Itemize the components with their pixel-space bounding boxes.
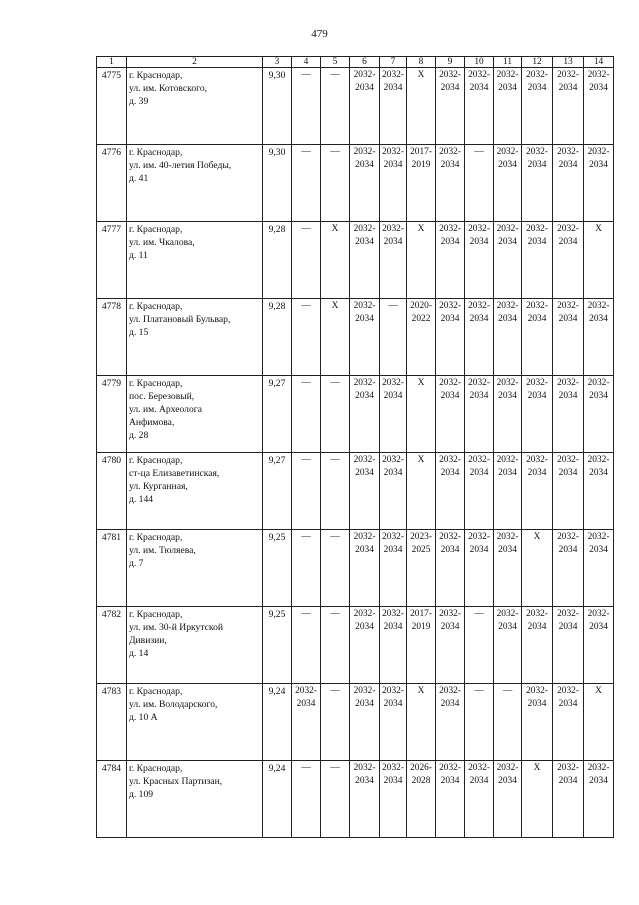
period-cell: 2032- 2034: [553, 761, 584, 838]
period-cell: 2032- 2034: [292, 684, 321, 761]
period-cell: 2032- 2034: [465, 376, 494, 453]
column-header: 10: [465, 57, 494, 68]
table-row: [97, 376, 614, 453]
address-cell: г. Краснодар, ул. им. 40-летия Победы, д. 41: [127, 145, 263, 222]
period-cell: 2032- 2034: [350, 684, 380, 761]
period-cell: 2032- 2034: [380, 607, 407, 684]
value-cell: 9,24: [263, 761, 292, 838]
period-cell: 2032- 2034: [553, 299, 584, 376]
period-cell: 2032- 2034: [465, 222, 494, 299]
period-cell: 2032- 2034: [494, 376, 522, 453]
period-cell: 2032- 2034: [494, 761, 522, 838]
period-cell: 2032- 2034: [350, 299, 380, 376]
period-cell: 2017- 2019: [407, 145, 436, 222]
row-number: 4775: [97, 68, 127, 145]
row-number: 4782: [97, 607, 127, 684]
period-cell: —: [321, 607, 350, 684]
period-cell: 2032- 2034: [494, 453, 522, 530]
table-row: [97, 761, 614, 838]
value-cell: 9,24: [263, 684, 292, 761]
period-cell: 2032- 2034: [553, 222, 584, 299]
period-cell: —: [465, 607, 494, 684]
period-cell: 2032- 2034: [553, 453, 584, 530]
period-cell: —: [321, 376, 350, 453]
period-cell: —: [321, 145, 350, 222]
period-cell: 2032- 2034: [584, 145, 614, 222]
period-cell: 2032- 2034: [584, 376, 614, 453]
period-cell: —: [292, 453, 321, 530]
period-cell: —: [292, 376, 321, 453]
period-cell: —: [292, 222, 321, 299]
address-cell: г. Краснодар, ул. Красных Партизан, д. 109: [127, 761, 263, 838]
period-cell: 2032- 2034: [553, 530, 584, 607]
period-cell: 2032- 2034: [350, 530, 380, 607]
period-cell: 2032- 2034: [380, 453, 407, 530]
period-cell: 2032- 2034: [553, 607, 584, 684]
period-cell: 2032- 2034: [436, 453, 465, 530]
column-header: 1: [97, 57, 127, 68]
period-cell: 2032- 2034: [494, 145, 522, 222]
page-number: 479: [311, 28, 328, 40]
period-cell: 2032- 2034: [436, 376, 465, 453]
period-cell: 2032- 2034: [494, 299, 522, 376]
value-cell: 9,28: [263, 299, 292, 376]
period-cell: 2032- 2034: [522, 607, 553, 684]
row-number: 4780: [97, 453, 127, 530]
column-header: 13: [553, 57, 584, 68]
period-cell: 2032- 2034: [494, 530, 522, 607]
period-cell: 2032- 2034: [380, 684, 407, 761]
period-cell: —: [321, 453, 350, 530]
period-cell: 2032- 2034: [522, 145, 553, 222]
period-cell: 2032- 2034: [553, 376, 584, 453]
period-cell: Х: [407, 376, 436, 453]
table-body: [97, 68, 614, 838]
period-cell: 2032- 2034: [522, 684, 553, 761]
period-cell: 2032- 2034: [522, 299, 553, 376]
period-cell: Х: [407, 222, 436, 299]
row-number: 4776: [97, 145, 127, 222]
period-cell: 2032- 2034: [522, 376, 553, 453]
period-cell: 2032- 2034: [436, 145, 465, 222]
period-cell: Х: [584, 684, 614, 761]
period-cell: 2032- 2034: [436, 299, 465, 376]
column-header: 11: [494, 57, 522, 68]
period-cell: 2032- 2034: [465, 299, 494, 376]
period-cell: 2032- 2034: [350, 145, 380, 222]
period-cell: —: [321, 684, 350, 761]
period-cell: 2032- 2034: [584, 607, 614, 684]
period-cell: —: [292, 145, 321, 222]
period-cell: —: [292, 530, 321, 607]
period-cell: 2032- 2034: [350, 376, 380, 453]
column-header: 8: [407, 57, 436, 68]
header-row: [97, 57, 614, 68]
period-cell: 2032- 2034: [436, 222, 465, 299]
table-row: [97, 453, 614, 530]
address-cell: г. Краснодар, ул. им. Чкалова, д. 11: [127, 222, 263, 299]
period-cell: 2032- 2034: [350, 68, 380, 145]
period-cell: 2032- 2034: [350, 607, 380, 684]
period-cell: 2032- 2034: [380, 376, 407, 453]
period-cell: 2032- 2034: [522, 453, 553, 530]
column-header: 7: [380, 57, 407, 68]
period-cell: —: [494, 684, 522, 761]
value-cell: 9,25: [263, 607, 292, 684]
table-row: [97, 222, 614, 299]
column-header: 6: [350, 57, 380, 68]
period-cell: 2032- 2034: [584, 299, 614, 376]
period-cell: —: [380, 299, 407, 376]
period-cell: 2032- 2034: [380, 530, 407, 607]
period-cell: 2032- 2034: [380, 761, 407, 838]
period-cell: —: [321, 761, 350, 838]
period-cell: 2032- 2034: [494, 68, 522, 145]
period-cell: —: [465, 145, 494, 222]
period-cell: 2032- 2034: [553, 68, 584, 145]
table-row: [97, 684, 614, 761]
period-cell: 2032- 2034: [465, 453, 494, 530]
value-cell: 9,30: [263, 68, 292, 145]
period-cell: 2032- 2034: [350, 761, 380, 838]
address-cell: г. Краснодар, ул. им. 30-й Иркутской Дивизии, д. 14: [127, 607, 263, 684]
column-header: 3: [263, 57, 292, 68]
period-cell: —: [292, 68, 321, 145]
period-cell: —: [292, 761, 321, 838]
row-number: 4783: [97, 684, 127, 761]
period-cell: 2032- 2034: [494, 607, 522, 684]
period-cell: 2032- 2034: [494, 222, 522, 299]
period-cell: Х: [321, 222, 350, 299]
table-row: [97, 530, 614, 607]
value-cell: 9,30: [263, 145, 292, 222]
period-cell: Х: [321, 299, 350, 376]
period-cell: 2032- 2034: [380, 68, 407, 145]
period-cell: 2032- 2034: [380, 145, 407, 222]
table-row: [97, 607, 614, 684]
column-header: 9: [436, 57, 465, 68]
period-cell: 2032- 2034: [522, 222, 553, 299]
period-cell: 2020- 2022: [407, 299, 436, 376]
row-number: 4777: [97, 222, 127, 299]
period-cell: 2032- 2034: [584, 453, 614, 530]
column-header: 14: [584, 57, 614, 68]
period-cell: 2032- 2034: [436, 684, 465, 761]
column-header: 5: [321, 57, 350, 68]
address-cell: г. Краснодар, ст-ца Елизаветинская, ул. Курганная, д. 144: [127, 453, 263, 530]
period-cell: 2032- 2034: [522, 68, 553, 145]
period-cell: Х: [522, 530, 553, 607]
row-number: 4779: [97, 376, 127, 453]
value-cell: 9,27: [263, 453, 292, 530]
period-cell: 2032- 2034: [465, 761, 494, 838]
period-cell: 2026- 2028: [407, 761, 436, 838]
column-header: 2: [127, 57, 263, 68]
period-cell: Х: [407, 684, 436, 761]
table-row: [97, 145, 614, 222]
value-cell: 9,25: [263, 530, 292, 607]
period-cell: 2032- 2034: [350, 453, 380, 530]
period-cell: 2017- 2019: [407, 607, 436, 684]
address-cell: г. Краснодар, ул. им. Котовского, д. 39: [127, 68, 263, 145]
period-cell: 2032- 2034: [465, 530, 494, 607]
column-header: 4: [292, 57, 321, 68]
period-cell: 2032- 2034: [436, 761, 465, 838]
period-cell: 2032- 2034: [584, 761, 614, 838]
address-cell: г. Краснодар, ул. им. Тюляева, д. 7: [127, 530, 263, 607]
address-cell: г. Краснодар, ул. Платановый Бульвар, д. 15: [127, 299, 263, 376]
value-cell: 9,27: [263, 376, 292, 453]
period-cell: 2032- 2034: [436, 68, 465, 145]
period-cell: 2032- 2034: [436, 530, 465, 607]
period-cell: 2032- 2034: [350, 222, 380, 299]
period-cell: —: [321, 68, 350, 145]
period-cell: 2023- 2025: [407, 530, 436, 607]
period-cell: Х: [584, 222, 614, 299]
row-number: 4781: [97, 530, 127, 607]
period-cell: Х: [522, 761, 553, 838]
register-table: [96, 56, 614, 838]
period-cell: 2032- 2034: [436, 607, 465, 684]
period-cell: 2032- 2034: [584, 530, 614, 607]
value-cell: 9,28: [263, 222, 292, 299]
period-cell: 2032- 2034: [553, 145, 584, 222]
column-header: 12: [522, 57, 553, 68]
period-cell: 2032- 2034: [380, 222, 407, 299]
period-cell: 2032- 2034: [553, 684, 584, 761]
period-cell: —: [465, 684, 494, 761]
period-cell: 2032- 2034: [584, 68, 614, 145]
period-cell: —: [292, 299, 321, 376]
period-cell: 2032- 2034: [465, 68, 494, 145]
period-cell: Х: [407, 453, 436, 530]
table-row: [97, 299, 614, 376]
row-number: 4784: [97, 761, 127, 838]
period-cell: —: [321, 530, 350, 607]
table-row: [97, 68, 614, 145]
period-cell: —: [292, 607, 321, 684]
row-number: 4778: [97, 299, 127, 376]
address-cell: г. Краснодар, ул. им. Володарского, д. 10 А: [127, 684, 263, 761]
address-cell: г. Краснодар, пос. Березовый, ул. им. Археолога Анфимова, д. 28: [127, 376, 263, 453]
period-cell: Х: [407, 68, 436, 145]
